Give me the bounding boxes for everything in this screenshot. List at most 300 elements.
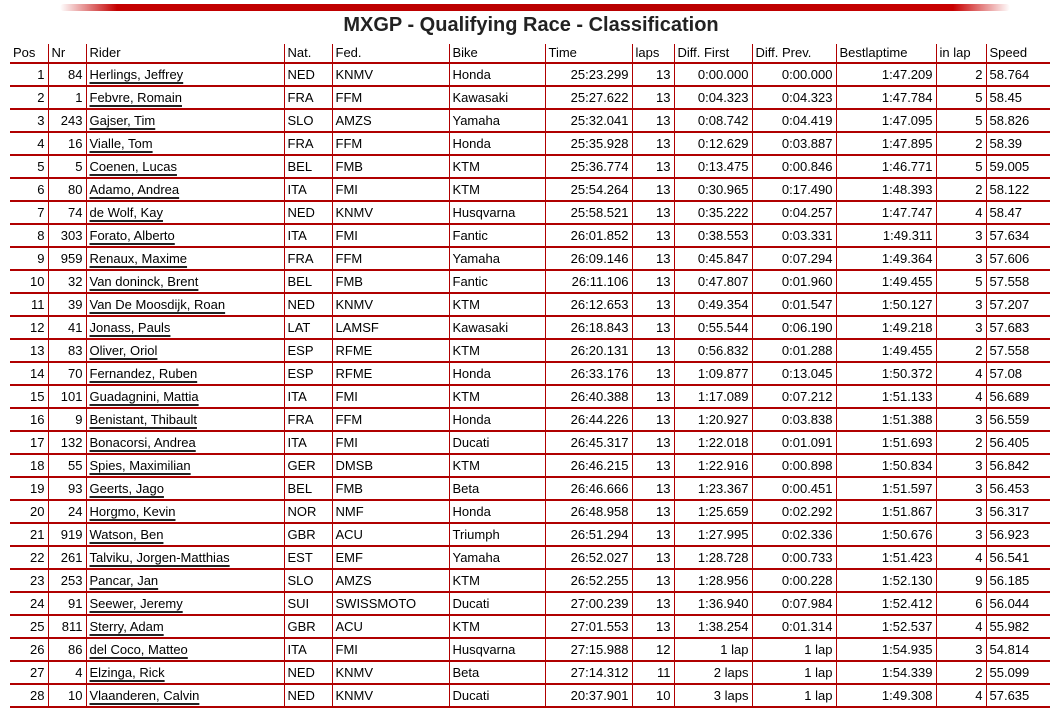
cell-pos: 2 bbox=[10, 86, 48, 109]
cell-best: 1:51.693 bbox=[836, 431, 936, 454]
rider-name: Benistant, Thibault bbox=[89, 412, 197, 427]
cell-laps: 13 bbox=[632, 569, 674, 592]
column-header-diff-prev: Diff. Prev. bbox=[752, 44, 836, 63]
cell-bike: Husqvarna bbox=[449, 201, 545, 224]
rider-name: Vialle, Tom bbox=[89, 136, 153, 151]
table-row bbox=[10, 684, 1050, 707]
cell-speed: 55.982 bbox=[986, 615, 1050, 638]
cell-best: 1:54.339 bbox=[836, 661, 936, 684]
cell-nr: 4 bbox=[48, 661, 86, 684]
cell-speed: 58.39 bbox=[986, 132, 1050, 155]
rider-name: Vlaanderen, Calvin bbox=[89, 688, 200, 703]
cell-in-lap: 4 bbox=[936, 201, 986, 224]
cell-bike: KTM bbox=[449, 339, 545, 362]
cell-diff-first: 1:17.089 bbox=[674, 385, 752, 408]
cell-laps: 13 bbox=[632, 316, 674, 339]
cell-speed: 58.826 bbox=[986, 109, 1050, 132]
cell-time: 27:14.312 bbox=[545, 661, 632, 684]
cell-in-lap: 5 bbox=[936, 109, 986, 132]
cell-nat: ITA bbox=[284, 224, 332, 247]
cell-best: 1:51.423 bbox=[836, 546, 936, 569]
cell-best: 1:50.372 bbox=[836, 362, 936, 385]
cell-diff-prev: 0:13.045 bbox=[752, 362, 836, 385]
cell-best: 1:47.095 bbox=[836, 109, 936, 132]
cell-pos: 19 bbox=[10, 477, 48, 500]
cell-bike: KTM bbox=[449, 155, 545, 178]
cell-pos: 13 bbox=[10, 339, 48, 362]
cell-rider bbox=[86, 132, 284, 155]
cell-time: 26:52.255 bbox=[545, 569, 632, 592]
cell-pos: 7 bbox=[10, 201, 48, 224]
cell-speed: 58.47 bbox=[986, 201, 1050, 224]
cell-best: 1:50.127 bbox=[836, 293, 936, 316]
cell-best: 1:51.133 bbox=[836, 385, 936, 408]
cell-best: 1:47.784 bbox=[836, 86, 936, 109]
cell-in-lap: 3 bbox=[936, 408, 986, 431]
cell-fed: FMB bbox=[332, 270, 449, 293]
cell-in-lap: 3 bbox=[936, 500, 986, 523]
table-row bbox=[10, 247, 1050, 270]
cell-best: 1:54.935 bbox=[836, 638, 936, 661]
cell-pos: 12 bbox=[10, 316, 48, 339]
cell-fed: AMZS bbox=[332, 569, 449, 592]
cell-in-lap: 4 bbox=[936, 684, 986, 707]
cell-fed: NMF bbox=[332, 500, 449, 523]
cell-fed: FFM bbox=[332, 132, 449, 155]
rider-name: Horgmo, Kevin bbox=[89, 504, 176, 519]
table-row bbox=[10, 293, 1050, 316]
cell-rider bbox=[86, 63, 284, 86]
cell-nat: ESP bbox=[284, 339, 332, 362]
cell-bike: Beta bbox=[449, 661, 545, 684]
cell-laps: 13 bbox=[632, 408, 674, 431]
cell-nat: SUI bbox=[284, 592, 332, 615]
cell-in-lap: 2 bbox=[936, 661, 986, 684]
cell-diff-prev: 0:00.846 bbox=[752, 155, 836, 178]
cell-time: 25:54.264 bbox=[545, 178, 632, 201]
cell-nr: 253 bbox=[48, 569, 86, 592]
column-header-bestlaptime: Bestlaptime bbox=[836, 44, 936, 63]
cell-nat: FRA bbox=[284, 247, 332, 270]
cell-nat: NED bbox=[284, 293, 332, 316]
page-title: MXGP - Qualifying Race - Classification bbox=[343, 14, 719, 36]
table-row bbox=[10, 408, 1050, 431]
cell-nr: 5 bbox=[48, 155, 86, 178]
cell-fed: FMB bbox=[332, 477, 449, 500]
cell-rider bbox=[86, 155, 284, 178]
cell-best: 1:47.895 bbox=[836, 132, 936, 155]
cell-speed: 57.683 bbox=[986, 316, 1050, 339]
cell-nr: 55 bbox=[48, 454, 86, 477]
cell-pos: 10 bbox=[10, 270, 48, 293]
cell-diff-prev: 0:07.294 bbox=[752, 247, 836, 270]
cell-diff-prev: 0:00.228 bbox=[752, 569, 836, 592]
cell-rider bbox=[86, 270, 284, 293]
cell-fed: DMSB bbox=[332, 454, 449, 477]
table-row bbox=[10, 523, 1050, 546]
cell-nat: SLO bbox=[284, 569, 332, 592]
column-header-diff-first: Diff. First bbox=[674, 44, 752, 63]
cell-diff-first: 1 lap bbox=[674, 638, 752, 661]
rider-name: Guadagnini, Mattia bbox=[89, 389, 199, 404]
cell-nr: 303 bbox=[48, 224, 86, 247]
cell-time: 25:36.774 bbox=[545, 155, 632, 178]
cell-diff-prev: 0:01.288 bbox=[752, 339, 836, 362]
cell-time: 26:12.653 bbox=[545, 293, 632, 316]
cell-best: 1:52.130 bbox=[836, 569, 936, 592]
cell-laps: 13 bbox=[632, 500, 674, 523]
cell-in-lap: 3 bbox=[936, 454, 986, 477]
cell-in-lap: 3 bbox=[936, 638, 986, 661]
cell-speed: 54.814 bbox=[986, 638, 1050, 661]
cell-diff-prev: 0:03.887 bbox=[752, 132, 836, 155]
cell-in-lap: 3 bbox=[936, 247, 986, 270]
rider-name: de Wolf, Kay bbox=[89, 205, 163, 220]
cell-pos: 11 bbox=[10, 293, 48, 316]
cell-pos: 8 bbox=[10, 224, 48, 247]
cell-nr: 83 bbox=[48, 339, 86, 362]
cell-pos: 3 bbox=[10, 109, 48, 132]
cell-speed: 56.541 bbox=[986, 546, 1050, 569]
column-header-in-lap: in lap bbox=[936, 44, 986, 63]
cell-laps: 13 bbox=[632, 615, 674, 638]
rider-name: Febvre, Romain bbox=[89, 90, 182, 105]
cell-pos: 23 bbox=[10, 569, 48, 592]
cell-diff-first: 0:30.965 bbox=[674, 178, 752, 201]
cell-diff-first: 0:35.222 bbox=[674, 201, 752, 224]
table-row bbox=[10, 339, 1050, 362]
cell-in-lap: 3 bbox=[936, 523, 986, 546]
cell-bike: Fantic bbox=[449, 270, 545, 293]
cell-best: 1:48.393 bbox=[836, 178, 936, 201]
cell-diff-prev: 1 lap bbox=[752, 661, 836, 684]
cell-laps: 13 bbox=[632, 477, 674, 500]
cell-diff-first: 0:13.475 bbox=[674, 155, 752, 178]
cell-best: 1:51.597 bbox=[836, 477, 936, 500]
cell-diff-prev: 0:03.331 bbox=[752, 224, 836, 247]
cell-fed: FMI bbox=[332, 178, 449, 201]
cell-rider bbox=[86, 247, 284, 270]
cell-speed: 57.635 bbox=[986, 684, 1050, 707]
cell-pos: 4 bbox=[10, 132, 48, 155]
cell-best: 1:47.209 bbox=[836, 63, 936, 86]
cell-laps: 13 bbox=[632, 132, 674, 155]
cell-rider bbox=[86, 178, 284, 201]
cell-time: 26:46.215 bbox=[545, 454, 632, 477]
cell-pos: 26 bbox=[10, 638, 48, 661]
cell-time: 25:35.928 bbox=[545, 132, 632, 155]
cell-fed: KNMV bbox=[332, 661, 449, 684]
cell-speed: 59.005 bbox=[986, 155, 1050, 178]
cell-diff-prev: 0:07.984 bbox=[752, 592, 836, 615]
cell-nat: ESP bbox=[284, 362, 332, 385]
rider-name: Jonass, Pauls bbox=[89, 320, 171, 335]
cell-rider bbox=[86, 454, 284, 477]
cell-best: 1:50.676 bbox=[836, 523, 936, 546]
cell-nat: BEL bbox=[284, 270, 332, 293]
cell-time: 26:51.294 bbox=[545, 523, 632, 546]
cell-diff-first: 1:23.367 bbox=[674, 477, 752, 500]
cell-pos: 24 bbox=[10, 592, 48, 615]
cell-bike: Fantic bbox=[449, 224, 545, 247]
rider-name: Geerts, Jago bbox=[89, 481, 164, 496]
cell-bike: KTM bbox=[449, 454, 545, 477]
cell-time: 26:44.226 bbox=[545, 408, 632, 431]
cell-rider bbox=[86, 615, 284, 638]
cell-best: 1:50.834 bbox=[836, 454, 936, 477]
cell-bike: Ducati bbox=[449, 592, 545, 615]
cell-speed: 57.634 bbox=[986, 224, 1050, 247]
cell-nat: NED bbox=[284, 684, 332, 707]
cell-diff-prev: 0:01.314 bbox=[752, 615, 836, 638]
cell-speed: 57.558 bbox=[986, 339, 1050, 362]
cell-in-lap: 4 bbox=[936, 615, 986, 638]
cell-diff-first: 1:28.956 bbox=[674, 569, 752, 592]
cell-speed: 56.689 bbox=[986, 385, 1050, 408]
cell-bike: Triumph bbox=[449, 523, 545, 546]
cell-diff-prev: 0:02.292 bbox=[752, 500, 836, 523]
cell-nr: 93 bbox=[48, 477, 86, 500]
cell-nr: 132 bbox=[48, 431, 86, 454]
cell-speed: 56.185 bbox=[986, 569, 1050, 592]
cell-speed: 56.044 bbox=[986, 592, 1050, 615]
cell-diff-prev: 0:04.323 bbox=[752, 86, 836, 109]
rider-name: Watson, Ben bbox=[89, 527, 164, 542]
cell-nat: SLO bbox=[284, 109, 332, 132]
table-row bbox=[10, 178, 1050, 201]
column-header-rider: Rider bbox=[86, 44, 284, 63]
cell-laps: 12 bbox=[632, 638, 674, 661]
cell-diff-prev: 0:06.190 bbox=[752, 316, 836, 339]
cell-rider bbox=[86, 293, 284, 316]
table-row bbox=[10, 270, 1050, 293]
cell-time: 27:15.988 bbox=[545, 638, 632, 661]
column-header-laps: laps bbox=[632, 44, 674, 63]
classification-table bbox=[10, 44, 1050, 708]
cell-nr: 80 bbox=[48, 178, 86, 201]
cell-rider bbox=[86, 339, 284, 362]
cell-diff-prev: 0:00.000 bbox=[752, 63, 836, 86]
table-row bbox=[10, 454, 1050, 477]
cell-diff-prev: 0:04.419 bbox=[752, 109, 836, 132]
cell-speed: 57.558 bbox=[986, 270, 1050, 293]
cell-pos: 18 bbox=[10, 454, 48, 477]
cell-laps: 13 bbox=[632, 86, 674, 109]
cell-diff-first: 3 laps bbox=[674, 684, 752, 707]
cell-time: 26:46.666 bbox=[545, 477, 632, 500]
rider-name: Seewer, Jeremy bbox=[89, 596, 183, 611]
cell-nat: ITA bbox=[284, 385, 332, 408]
cell-fed: FFM bbox=[332, 408, 449, 431]
cell-rider bbox=[86, 109, 284, 132]
cell-laps: 13 bbox=[632, 178, 674, 201]
table-row bbox=[10, 316, 1050, 339]
cell-bike: Honda bbox=[449, 63, 545, 86]
cell-bike: Yamaha bbox=[449, 247, 545, 270]
cell-diff-first: 0:47.807 bbox=[674, 270, 752, 293]
cell-time: 25:23.299 bbox=[545, 63, 632, 86]
cell-pos: 6 bbox=[10, 178, 48, 201]
cell-laps: 13 bbox=[632, 293, 674, 316]
cell-diff-first: 0:45.847 bbox=[674, 247, 752, 270]
cell-best: 1:49.308 bbox=[836, 684, 936, 707]
cell-nat: FRA bbox=[284, 86, 332, 109]
cell-rider bbox=[86, 592, 284, 615]
table-row bbox=[10, 500, 1050, 523]
cell-laps: 11 bbox=[632, 661, 674, 684]
cell-fed: FMB bbox=[332, 155, 449, 178]
cell-rider bbox=[86, 546, 284, 569]
table-row bbox=[10, 569, 1050, 592]
cell-laps: 13 bbox=[632, 339, 674, 362]
cell-time: 20:37.901 bbox=[545, 684, 632, 707]
rider-name: Pancar, Jan bbox=[89, 573, 159, 588]
cell-nat: GBR bbox=[284, 615, 332, 638]
cell-time: 26:01.852 bbox=[545, 224, 632, 247]
cell-nat: ITA bbox=[284, 178, 332, 201]
cell-fed: FFM bbox=[332, 247, 449, 270]
cell-diff-first: 0:08.742 bbox=[674, 109, 752, 132]
cell-diff-prev: 0:04.257 bbox=[752, 201, 836, 224]
cell-rider bbox=[86, 569, 284, 592]
cell-time: 26:45.317 bbox=[545, 431, 632, 454]
column-header-time: Time bbox=[545, 44, 632, 63]
cell-in-lap: 3 bbox=[936, 477, 986, 500]
cell-laps: 13 bbox=[632, 523, 674, 546]
cell-diff-first: 1:20.927 bbox=[674, 408, 752, 431]
cell-in-lap: 2 bbox=[936, 339, 986, 362]
cell-fed: KNMV bbox=[332, 293, 449, 316]
cell-speed: 57.207 bbox=[986, 293, 1050, 316]
cell-rider bbox=[86, 477, 284, 500]
cell-nr: 74 bbox=[48, 201, 86, 224]
cell-best: 1:49.455 bbox=[836, 270, 936, 293]
cell-nat: ITA bbox=[284, 431, 332, 454]
cell-laps: 13 bbox=[632, 201, 674, 224]
cell-in-lap: 2 bbox=[936, 178, 986, 201]
cell-bike: Kawasaki bbox=[449, 316, 545, 339]
rider-name: Renaux, Maxime bbox=[89, 251, 188, 266]
cell-speed: 57.08 bbox=[986, 362, 1050, 385]
cell-diff-first: 1:38.254 bbox=[674, 615, 752, 638]
cell-fed: LAMSF bbox=[332, 316, 449, 339]
rider-name: Spies, Maximilian bbox=[89, 458, 191, 473]
cell-diff-prev: 0:03.838 bbox=[752, 408, 836, 431]
cell-speed: 56.453 bbox=[986, 477, 1050, 500]
cell-in-lap: 4 bbox=[936, 546, 986, 569]
cell-rider bbox=[86, 431, 284, 454]
cell-time: 26:40.388 bbox=[545, 385, 632, 408]
table-row bbox=[10, 109, 1050, 132]
cell-nr: 84 bbox=[48, 63, 86, 86]
rider-name: Forato, Alberto bbox=[89, 228, 175, 243]
cell-speed: 56.559 bbox=[986, 408, 1050, 431]
cell-laps: 10 bbox=[632, 684, 674, 707]
cell-rider bbox=[86, 362, 284, 385]
cell-time: 26:33.176 bbox=[545, 362, 632, 385]
table-row bbox=[10, 201, 1050, 224]
rider-name: Elzinga, Rick bbox=[89, 665, 165, 680]
cell-diff-prev: 0:17.490 bbox=[752, 178, 836, 201]
cell-diff-first: 1:22.018 bbox=[674, 431, 752, 454]
rider-name: Coenen, Lucas bbox=[89, 159, 177, 174]
cell-diff-first: 2 laps bbox=[674, 661, 752, 684]
rider-name: Oliver, Oriol bbox=[89, 343, 158, 358]
cell-best: 1:46.771 bbox=[836, 155, 936, 178]
cell-diff-prev: 1 lap bbox=[752, 638, 836, 661]
cell-fed: SWISSMOTO bbox=[332, 592, 449, 615]
cell-best: 1:47.747 bbox=[836, 201, 936, 224]
cell-fed: FFM bbox=[332, 86, 449, 109]
cell-bike: KTM bbox=[449, 569, 545, 592]
cell-pos: 1 bbox=[10, 63, 48, 86]
cell-nat: GBR bbox=[284, 523, 332, 546]
cell-diff-first: 1:22.916 bbox=[674, 454, 752, 477]
cell-diff-first: 1:27.995 bbox=[674, 523, 752, 546]
cell-pos: 20 bbox=[10, 500, 48, 523]
cell-nr: 919 bbox=[48, 523, 86, 546]
cell-fed: KNMV bbox=[332, 201, 449, 224]
cell-pos: 22 bbox=[10, 546, 48, 569]
cell-diff-first: 0:56.832 bbox=[674, 339, 752, 362]
cell-nr: 70 bbox=[48, 362, 86, 385]
rider-name: del Coco, Matteo bbox=[89, 642, 188, 657]
cell-bike: KTM bbox=[449, 385, 545, 408]
column-header-nr: Nr bbox=[48, 44, 86, 63]
cell-pos: 15 bbox=[10, 385, 48, 408]
cell-in-lap: 5 bbox=[936, 155, 986, 178]
cell-in-lap: 5 bbox=[936, 86, 986, 109]
cell-laps: 13 bbox=[632, 546, 674, 569]
cell-laps: 13 bbox=[632, 224, 674, 247]
cell-laps: 13 bbox=[632, 431, 674, 454]
cell-fed: FMI bbox=[332, 431, 449, 454]
table-header bbox=[10, 44, 1050, 63]
cell-best: 1:49.455 bbox=[836, 339, 936, 362]
cell-diff-first: 0:38.553 bbox=[674, 224, 752, 247]
cell-nr: 24 bbox=[48, 500, 86, 523]
cell-diff-first: 0:55.544 bbox=[674, 316, 752, 339]
cell-pos: 16 bbox=[10, 408, 48, 431]
cell-fed: ACU bbox=[332, 523, 449, 546]
cell-nat: ITA bbox=[284, 638, 332, 661]
cell-nr: 811 bbox=[48, 615, 86, 638]
cell-nat: NED bbox=[284, 63, 332, 86]
rider-name: Van doninck, Brent bbox=[89, 274, 199, 289]
cell-best: 1:49.364 bbox=[836, 247, 936, 270]
header-row bbox=[10, 44, 1050, 63]
cell-pos: 28 bbox=[10, 684, 48, 707]
table-row bbox=[10, 638, 1050, 661]
cell-diff-first: 0:49.354 bbox=[674, 293, 752, 316]
cell-time: 26:48.958 bbox=[545, 500, 632, 523]
cell-in-lap: 3 bbox=[936, 293, 986, 316]
cell-in-lap: 4 bbox=[936, 362, 986, 385]
cell-rider bbox=[86, 408, 284, 431]
cell-nr: 86 bbox=[48, 638, 86, 661]
table-row bbox=[10, 431, 1050, 454]
table-body bbox=[10, 63, 1050, 707]
cell-nr: 91 bbox=[48, 592, 86, 615]
cell-diff-prev: 1 lap bbox=[752, 684, 836, 707]
cell-in-lap: 2 bbox=[936, 132, 986, 155]
cell-rider bbox=[86, 500, 284, 523]
cell-nr: 10 bbox=[48, 684, 86, 707]
cell-fed: RFME bbox=[332, 339, 449, 362]
cell-in-lap: 5 bbox=[936, 270, 986, 293]
cell-nat: GER bbox=[284, 454, 332, 477]
table-row bbox=[10, 86, 1050, 109]
